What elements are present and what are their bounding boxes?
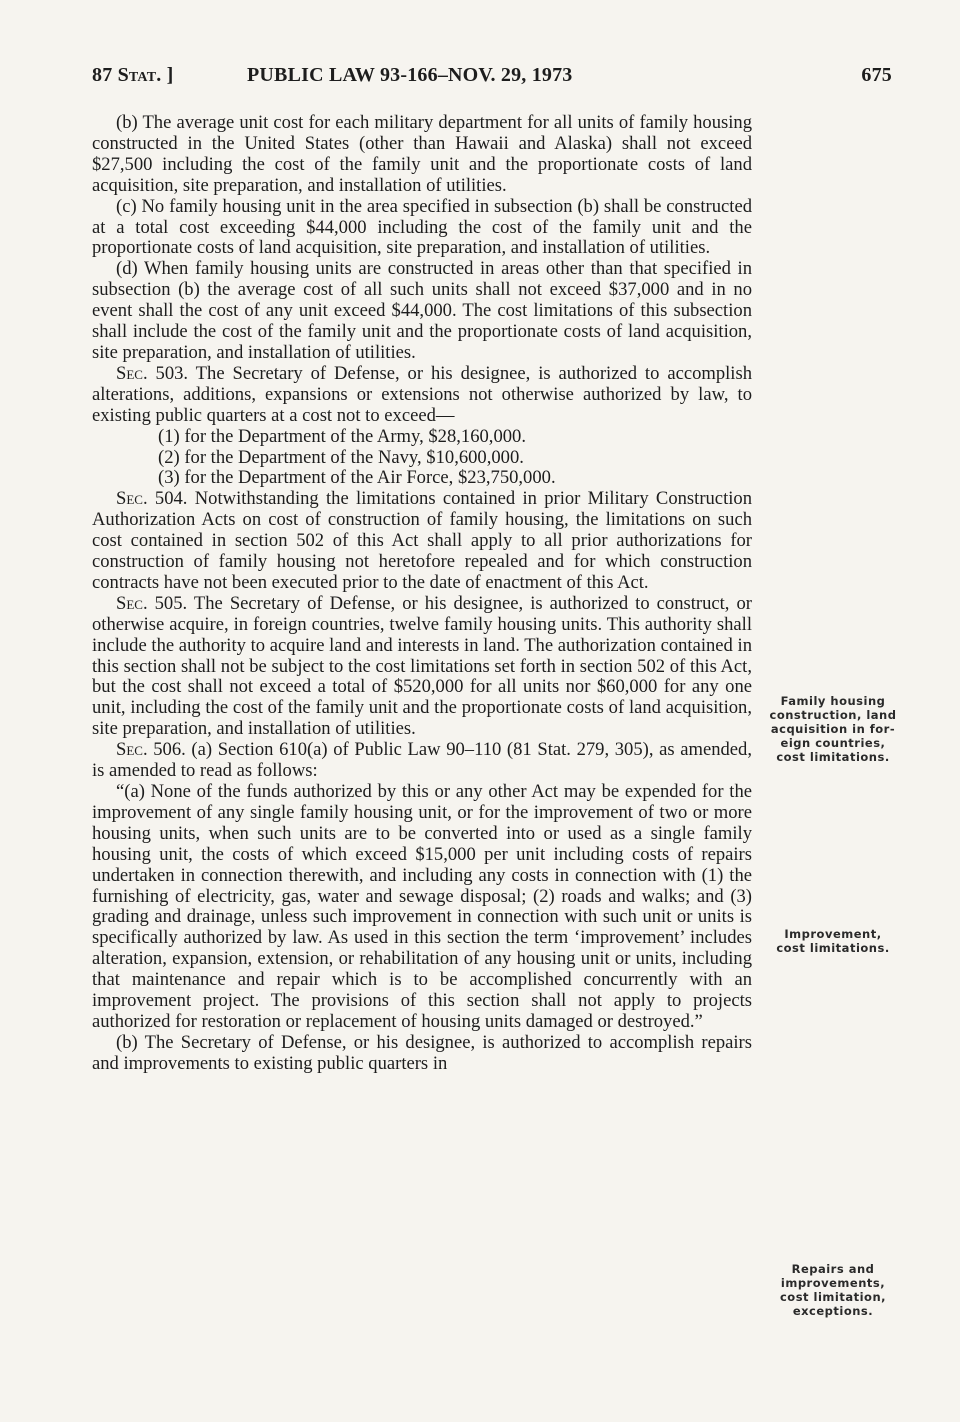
margin-note-line: exceptions. bbox=[792, 1304, 874, 1318]
body-text bbox=[92, 113, 752, 1075]
paragraph-c-area-limit: (c) No family housing unit in the area specified in subsection (b) shall be constructed at a total cost exceeding $44,000 including the cost of the family unit and the proportionate costs of land acquisition, site preparation, and installation of utilities. bbox=[92, 195, 752, 259]
paragraph-d-other-areas: (d) When family housing units are constructed in areas other than that specified in subsection (b) the average cost of all such units shall not exceed $37,000 and in no event shall the cost of any unit exceed $44,000. The cost limitations of this subsection shall include the cost of the family unit and the proportionate costs of land acquisition, site preparation, and installation of utilities. bbox=[92, 258, 752, 363]
margin-note-repairs bbox=[758, 1262, 908, 1318]
section-504-text: Notwithstanding the limitations contained in prior Military Construction Authorization Acts on cost of construction of family housing, the limitations on such cost contained in section 502 of this Act shall apply to all prior authorizations for construction of family housing not heretofore repealed and for which construction contracts have not been executed prior to the date of enactment of this Act. bbox=[92, 488, 752, 593]
margin-note-line: cost limitation, bbox=[779, 1290, 887, 1304]
margin-note-line: acquisition in for- bbox=[770, 722, 896, 736]
margin-note-line: construction, land bbox=[769, 708, 897, 722]
list-item-navy: (2) for the Department of the Navy, $10,600,000. bbox=[158, 446, 524, 468]
margin-note-line: improvements, bbox=[780, 1276, 886, 1290]
paragraph-b-average-cost: (b) The average unit cost for each military department for all units of family housing constructed in the United States (other than Hawaii and Alaska) shall not exceed $27,500 including the cost of the family unit and the proportionate costs of land acquisition, site preparation, and installation of utilities. bbox=[92, 112, 752, 196]
margin-note-line: Repairs and bbox=[791, 1262, 875, 1276]
volume-citation bbox=[92, 64, 174, 87]
margin-note-line: eign countries, bbox=[780, 736, 886, 750]
quoted-subsection-a: “(a) None of the funds authorized by this or any other Act may be expended for the improvement of any single family housing unit, or for the improvement of two or more housing units, when such units are to be converted into or used as a single family housing unit, the costs of which exceed $15,000 per unit including costs of repairs undertaken in connection therewith, and including any costs in connection with (1) the furnishing of electricity, gas, water and sewage disposal; (2) roads and walks; and (3) grading and drainage, unless such improvement in connection with such unit or units is specifically authorized by law. As used in this section the term ‘improvement’ includes alteration, expansion, extension, or rehabilitation of any housing unit or units, including that maintenance and repair which is to be accomplished concurrently with an improvement project. The provisions of this section shall not apply to projects authorized for restoration or replacement of housing units damaged or destroyed.” bbox=[92, 781, 752, 1032]
volume-label: Stat. bbox=[117, 64, 162, 86]
section-503-text: The Secretary of Defense, or his designee, is authorized to accomplish alterations, additions, expansions or extensions not otherwise authorized by law, to existing public quarters at a cost not to exceed— bbox=[92, 362, 752, 426]
list-item-army: (1) for the Department of the Army, $28,160,000. bbox=[158, 425, 526, 447]
margin-note-improvement bbox=[758, 927, 908, 955]
section-503-label: Sec. 503. bbox=[116, 362, 189, 384]
volume-number: 87 bbox=[92, 64, 113, 86]
margin-note-line: cost limitations. bbox=[776, 750, 890, 764]
section-505-label: Sec. 505. bbox=[116, 592, 188, 614]
section-506-text: (a) Section 610(a) of Public Law 90–110 (81 Stat. 279, 305), as amended, is amended to read as follows: bbox=[92, 739, 752, 782]
margin-note-family-housing bbox=[758, 694, 908, 764]
section-504-label: Sec. 504. bbox=[116, 488, 188, 510]
volume-close: ] bbox=[166, 64, 174, 86]
section-506-label: Sec. 506. bbox=[116, 739, 186, 761]
law-title: PUBLIC LAW 93-166–NOV. 29, 1973 bbox=[247, 64, 573, 86]
margin-note-line: Improvement, bbox=[784, 927, 882, 941]
margin-note-line: cost limitations. bbox=[776, 941, 890, 955]
margin-note-line: Family housing bbox=[780, 694, 886, 708]
section-506 bbox=[92, 740, 752, 782]
page-number: 675 bbox=[861, 64, 892, 86]
section-505 bbox=[92, 594, 752, 740]
section-504 bbox=[92, 489, 752, 594]
margin-notes bbox=[758, 0, 908, 1422]
list-item-air-force: (3) for the Department of the Air Force, $23,750,000. bbox=[158, 467, 556, 489]
section-503 bbox=[92, 364, 752, 427]
paragraph-b-repairs: (b) The Secretary of Defense, or his designee, is authorized to accomplish repairs and improvements to existing public quarters in bbox=[92, 1031, 752, 1074]
section-505-text: The Secretary of Defense, or his designee, is authorized to construct, or otherwise acquire, in foreign countries, twelve family housing units. This authority shall include the authority to acquire land and interests in land. The authorization contained in this section shall not be subject to the cost limitations set forth in section 502 of this Act, but the cost shall not exceed a total of $520,000 for all units nor $60,000 for any one unit, including the cost of the family unit and the proportionate costs of land acquisition, site preparation, and installation of utilities. bbox=[92, 592, 752, 740]
